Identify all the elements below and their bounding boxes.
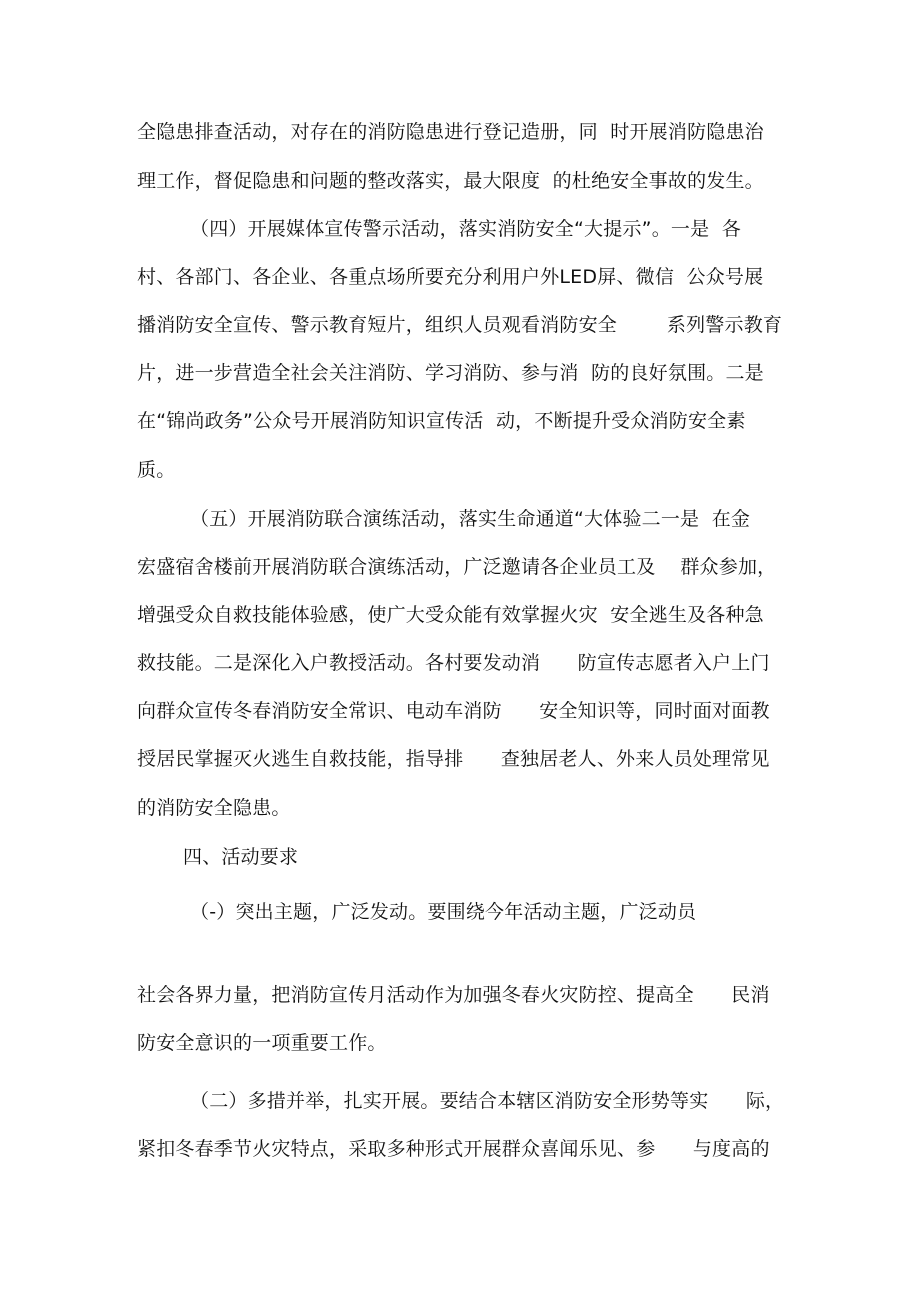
paragraph-line: 理工作，督促隐患和问题的整改落实，最大限度 的杜绝安全事故的发生。 (137, 170, 764, 192)
paragraph-line: 防安全意识的一项重要工作。 (137, 1032, 387, 1054)
paragraph-line: 片，进一步营造全社会关注消防、学习消防、参与消 防的良好氛围。二是 (137, 362, 764, 384)
paragraph-line: 紧扣冬春季节火灾特点，采取多种形式开展群众喜闻乐见、参 与度高的 (137, 1138, 770, 1160)
paragraph-line: 向群众宣传冬春消防安全常识、电动车消防 安全知识等，同时面对面教 (137, 700, 770, 722)
paragraph-line: 在“锦尚政务”公众号开展消防知识宣传活 动，不断提升受众消防安全素 (137, 410, 746, 432)
paragraph-line: 增强受众自救技能体验感，使广大受众能有效掌握火灾 安全逃生及各种急 (137, 604, 764, 626)
paragraph-line: 村、各部门、各企业、各重点场所要充分利用户外LED屏、微信 公众号展 (137, 266, 764, 288)
paragraph-line: 播消防安全宣传、警示教育短片，组织人员观看消防安全 系列警示教育 (137, 314, 783, 336)
section-4-heading-line: （四）开展媒体宣传警示活动，落实消防安全“大提示”。一是 各 (190, 218, 741, 240)
section-5-heading-line: （五）开展消防联合演练活动，落实生命通道“大体验二一是 在金 (190, 508, 751, 530)
section-heading-activity-requirements: 四、活动要求 (183, 846, 299, 868)
paragraph-line: 的消防安全隐患。 (137, 797, 291, 819)
paragraph-line: 授居民掌握灭火逃生自救技能，指导排 查独居老人、外来人员处理常见 (137, 748, 770, 770)
paragraph-line: 社会各界力量，把消防宣传月活动作为加强冬春火灾防控、提高全 民消 (137, 984, 770, 1006)
requirement-1-line: （-）突出主题，广泛发动。要围绕今年活动主题，广泛动员 (190, 901, 697, 923)
paragraph-line: 质。 (137, 459, 176, 481)
paragraph-line: 救技能。二是深化入户教授活动。各村要发动消 防宣传志愿者入户上门 (137, 652, 770, 674)
paragraph-line: 宏盛宿舍楼前开展消防联合演练活动，广泛邀请各企业员工及 群众参加， (137, 556, 777, 578)
paragraph-line: 全隐患排查活动，对存在的消防隐患进行登记造册，同 时开展消防隐患治 (137, 121, 764, 143)
requirement-2-line: （二）多措并举，扎实开展。要结合本辖区消防安全形势等实 际， (190, 1090, 785, 1112)
